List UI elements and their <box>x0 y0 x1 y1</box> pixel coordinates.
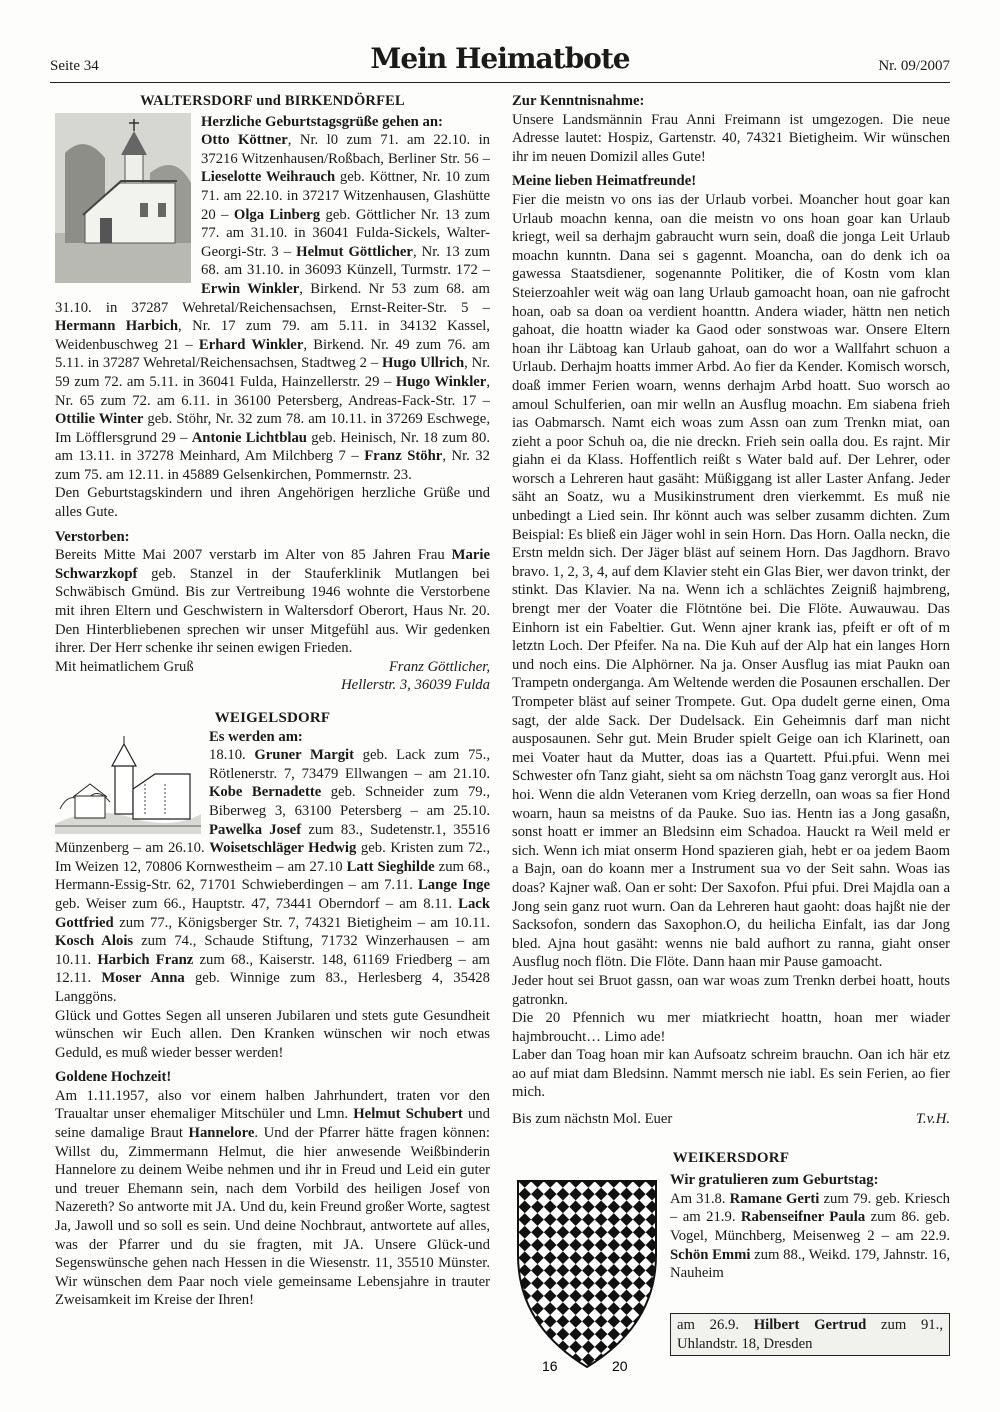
text-run: , Nr. 65 zum 72. am 6.11. in 36100 Petersberg, Andreas-Fack-Str. 17 – <box>55 373 490 409</box>
notice-text: Unsere Landsmännin Frau Anni Freimann ist umgezogen. Die neue Adresse lautet: Hospiz, Gartenstr. 40, 74321 Bietigheim. Wir wünschen ihr im neuen Domizil alles Gute! <box>512 111 950 165</box>
person-name: Franz Stöhr <box>364 448 443 465</box>
person-name: Lange Inge <box>418 877 491 894</box>
signature-line <box>55 658 490 677</box>
text-run: Am 31.8. <box>670 1190 730 1207</box>
section-title-waltersdorf: WALTERSDORF und BIRKENDÖRFEL <box>140 93 405 109</box>
text-run: zum 68., Kaiserstr. 148, 61169 Friedberg – am 12.11. <box>55 951 490 987</box>
weigelsdorf-closing: Glück und Gottes Segen all unseren Jubilaren und stets gute Gesundheit wünschen wir Euch allen. Den Kranken wünschen wir noch etwas Geduld, es muß wieder besser werden! <box>55 1007 490 1061</box>
section-title-weikersdorf: WEIKERSDORF <box>672 1149 790 1166</box>
person-name: Woisetschläger Hedwig <box>209 840 357 857</box>
crest-year-left: 16 <box>542 1358 558 1375</box>
person-name: Hugo Winkler <box>395 373 487 390</box>
text-run: , Birkend. Nr. 49 zum 76. am 5.11. in 37287 Wehretal/Reichensachsen, Stadtweg 2 – <box>55 336 490 372</box>
golden-wedding-title: Goldene Hochzeit! <box>55 1069 172 1086</box>
letter-sign-name: T.v.H. <box>915 1111 950 1128</box>
person-name: Kosch Alois <box>55 933 134 950</box>
text-run: zum 88., Weikd. 179, Jahnstr. 16, Nauheim <box>670 1246 950 1282</box>
text-run: 18.10. <box>209 747 255 764</box>
signature-greeting: Mit heimatlichem Gruß <box>55 658 194 675</box>
waltersdorf-closing: Den Geburtstagskindern und ihren Angehörigen herzliche Grüße und alles Gute. <box>55 485 490 521</box>
signature-author: Franz Göttlicher, <box>388 658 490 675</box>
person-name: Otto Köttner <box>201 132 288 149</box>
weigelsdorf-intro: Es werden am: <box>209 728 303 745</box>
dialect-letter-text: Fier die meistn vo ons ias der Urlaub vorbei. Moancher hout goar kan Urlaub moachn kenna, oan die meistn vo ons hoan goar kan Urlaub kriegt, weil sa derhajm gabraucht wurn sein, doaß die jonga Leit Urlaub moachn kunntn. Dana sei s gagennt. Moancha, oan do denk ich oa gawessa Staatsdiener, sogenannte Politiker, die of Kostn vom klan Steierzoahler weit wäg oan lang Urlaub gamoacht hoan, oan nie gafrocht hoan, oab sa doan oa verdient hoanttn. Andera wiader, hättn nen netich gahoat, die hoattn wiader ka Gaod oder sonstwoas war. Onsere Eltern hoan ihr Läbtoag kan Urlaub gahoat, oan do wor a Wallfahrt schuon a Urlaub. Derhajm hoatts immer Arbd. Ao fier da Kender. Komisch worsch, doaß immer Ferien woarn, wenns derhajm Arbd hoatt. Suo worsch ao amoul Schulferien, oan mir welln an Ausflug moachn. Em siabena frieh ias Oabmarsch. Namt eich woas zum Assn oan zum Trenkn miat, oan zieht a poor Schuh oa, die nie dreckn. Frieh sein oalla dou. Es rajnt. Mir giahn ei da Klass. Hoffentlich reißt s Water bald auf. Der Lehrer, oder worsch a Lehreren haut gasäht: Müßiggang ist aller Laster Anfang. Jeder säht an Soatz, wu a Musikinstrument dren vierkemmt. Es muß nie unbedingt a Lied sein. Ihr könnt auch was selber zusamm dichten. Zum Beispial: Es bließ ein Jäger wohl in sein Horn. Das Horn. Oalla neckn, die Erstn meldn sich. Der Jäger bläst auf seinem Horn. Das Jagdhorn. Bravo bravo. 1, 2, 3, 4, auf dem Klavier steht ein Glas Bier, wer davon trinkt, der stinkt. Das Klavier. Na na. Wenn ich a schlächtes Zeigniß hajmbreng, brengt mer der Voater die Flötntöne bei. Die Flöte. Auwauwau. Das Einhorn ist ein Fabeltier. Gut. Wenn ajner krank ias, pfeift er oft of m letztn Loch. Der Pfeifer. Na na. Die Kuh auf der Alp hat ein langes Horn und noch eins. Die Alphörner. Na ja. Onser Ausflug ias miat Paukn oan Trampetn onderganga. Am Weltende werden die Posaunen erschallen. Der Trompeter bläst auf seiner Trompete. Gut. Opa dudelt gerne einen, Oma sagt, der alde Sack. Der Dudelsack. Ein Geheimnis darf man nicht ausposaunen. Sehr gut. Mein Bruder spielt Geige oan ich Klarinett, oan mei Voater haut da Mutter, doas ias a Quartett. Pfui.pfui. Wenn mei Schwester ofn Tanz giaht, sieht sa om nächstn Toag ganz verorglt aus. Hoi hoi. Wenn die aldn Veteranen vom Krieg derzelln, oan woas sa fier Hond woarn, haun sa meistns of da Pauke. Suo ias. Hentn ias a Jong gasaßn, sonst hoatt er immer an Bledsinn eim Schadoa. Hauckt ra Weil meld er sich. Wenn ich miat onserm Hond spazieren giah, hebt er oa jedem Baom a Bajn, oan do koann mer a Instrument sua vo der Seit sahn. Woas ias doas? Kajner waß. Oan er soht: Der Saxofon. Pfui pfui. Drei Majdla oan a Jong sein ganz ruot wurn. Oan da Lehreren haut gaoht: doas hajßt nie der Sacksofon, sondern das Saxophon.O, du heilicha Einfalt, ias dar Jong bled. Ajna hout gasäht: wenns nie bald aufhort zu ranna, giaht onser Ausflug noch flötn. Die Flöte. Dann haan mir Pause gamoacht. <box>512 191 950 971</box>
text-run: geb. Stanzel in der Stauferklinik Mutlangen bei Schwäbisch Gmünd. Bis zur Vertreibung 1946 wohnte die Verstorbene mit ihren Eltern und Geschwistern in Waltersdorf Oberort, Haus Nr. 20. Den Hinterbliebenen sprechen wir unser Mitgefühl aus. Wir gedenken ihrer. Der Herr schenke ihr seinen ewigen Frieden. <box>55 565 490 657</box>
obituary-title: Verstorben: <box>55 528 130 545</box>
text-run: geb. Heinisch, Nr. 18 zum 80. am 13.11. in 37278 Meinhard, Am Milchberg 7 – <box>55 429 490 465</box>
left-column <box>55 92 490 1310</box>
village-drawing <box>55 734 201 834</box>
text-run: , Nr. 59 zum 72. am 5.11. in 36041 Fulda, Hainzellerstr. 29 – <box>55 355 490 390</box>
notice-title: Zur Kenntnisnahme: <box>512 93 645 109</box>
text-run: zum 86. geb. Vogel, Münchberg, Meisenweg 2 – am 22.9. <box>670 1209 950 1245</box>
text-run: zum 91., Uhlandstr. 18, Dresden <box>677 1317 943 1352</box>
golden-wedding-text <box>55 1087 490 1310</box>
text-run: zum 83., Sudetenstr.1, 35516 Münzenberg – am 26.10. <box>55 821 490 857</box>
letter-signature <box>512 1110 950 1129</box>
dialect-letter-p4: Laber dan Toag hoan mir kan Aufsoatz schreim brauchn. Oan ich här etz ao auf miat dam Bledsinn. Nammt mersch nie iabl. Es sein Ferien, ao fier mich. <box>512 1047 950 1101</box>
person-name: Kobe Bernadette <box>209 784 322 801</box>
text-run: geb. Köttner, Nr. 10 zum 71. am 22.10. in 37217 Witzenhausen, Glashütte 20 – <box>201 169 490 223</box>
person-name: Helmut Göttlicher <box>296 243 413 260</box>
masthead-title: Mein Heimatbote <box>370 42 630 75</box>
text-run: geb. Schneider zum 79., Biberweg 3, 63100 Petersberg – am 25.10. <box>209 784 490 819</box>
page-number: Seite 34 <box>50 58 99 74</box>
text-run: geb. Göttlicher Nr. 13 zum 77. am 31.10. in 36041 Fulda-Sickels, Walter-Georgi-Str. 3 – <box>201 206 490 260</box>
person-name: Marie Schwarzkopf <box>55 547 490 582</box>
person-name: Hannelore <box>188 1125 255 1142</box>
person-name: Harbich Franz <box>97 951 194 968</box>
right-column <box>512 92 950 1375</box>
person-name: Erwin Winkler <box>201 280 300 297</box>
person-name: Hermann Harbich <box>55 318 179 335</box>
text-run: , Birkend. Nr 53 zum 68. am 31.10. in 37287 Wehretal/Reichensachsen, Ernst-Reiter-Str. 5 – <box>55 280 490 316</box>
text-run: Am 1.11.1957, also vor einem halben Jahrhundert, traten vor den Traualtar unser ehemaliger Mitschüler und Lmn. <box>55 1087 490 1123</box>
letter-title: Meine lieben Heimatfreunde! <box>512 173 697 190</box>
birthday-greeting-intro: Herzliche Geburtstagsgrüße gehen an: <box>201 113 443 130</box>
person-name: Hilbert Gertrud <box>753 1317 867 1334</box>
person-name: Helmut Schubert <box>353 1106 463 1123</box>
person-name: Olga Linberg <box>233 206 321 223</box>
highlight-box <box>670 1313 950 1356</box>
person-name: Moser Anna <box>101 970 185 987</box>
text-run: , Nr. 32 zum 75. am 12.11. in 45889 Gelsenkirchen, Pommernstr. 23. <box>55 448 490 483</box>
signature-address-line <box>55 676 490 695</box>
header-rule <box>50 82 950 83</box>
text-run: am 26.9. <box>677 1317 754 1334</box>
person-name: Ottilie Winter <box>55 411 144 428</box>
letter-sign-text: Bis zum nächstn Mol. Euer <box>512 1111 673 1128</box>
text-run: zum 77., Königsberger Str. 7, 74321 Bietigheim – am 10.11. <box>113 914 490 931</box>
issue-number: Nr. 09/2007 <box>878 58 950 74</box>
person-name: Lack Gottfried <box>55 895 490 931</box>
text-run: geb. Lack zum 75., Rötlenerstr. 7, 73479 Ellwangen – am 21.10. <box>209 747 490 782</box>
text-run: zum 68., Hermann-Essig-Str. 62, 71701 Schwieberdingen – am 7.11. <box>55 858 490 894</box>
text-run: geb. Stöhr, Nr. 32 zum 78. am 10.11. in 37269 Eschwege, Im Löfflersgrund 29 – <box>55 411 491 446</box>
text-run: , Nr. 17 zum 79. am 5.11. in 34132 Kassel, Weidenbuschweg 21 – <box>55 318 490 353</box>
person-name: Gruner Margit <box>254 747 355 764</box>
text-run: . Und der Pfarrer hätte fragen können: Willst du, Zimmermann Helmut, die hier anwesende Weißbinderin Hannelore zu deinem Weibe nehmen und ihr in Freud und Leid ein guter und treuer Ehemann sein, nach dem Vorbild des heiligen Josef von Nazereth? So antworte mit JA. Und du, kein Freund großer Worte, sagtest Ja, Jawoll und so soll es sein. Und deine Nochbraut, antwortete auf alles, was der Pfarrer und du sie fragten, mit JA. Unsere Glück-und Segenswünsche gehen nach Hessen in die Wiesenstr. 11, 35510 Münster. Wir wünschen dem Paar noch viele gemeinsame Lebensjahre in trauter Zweisamkeit im Kreise der Ihren! <box>55 1125 490 1309</box>
person-name: Erhard Winkler <box>198 336 304 353</box>
text-run: zum 74., Schaude Stiftung, 71732 Winzerhausen – am 10.11. <box>55 933 490 968</box>
person-name: Schön Emmi <box>670 1246 751 1263</box>
weikersdorf-intro: Wir gratulieren zum Geburtstag: <box>670 1172 879 1189</box>
signature-address: Hellerstr. 3, 36039 Fulda <box>341 677 490 694</box>
text-run: geb. Weiser zum 66., Hauptstr. 47, 73441 Oberndorf – am 8.11. <box>55 895 459 912</box>
person-name: Antonie Lichtblau <box>191 429 307 446</box>
person-name: Rabenseifner Paula <box>740 1209 866 1226</box>
dialect-letter-p3: Die 20 Pfennich wu mer miatkriecht hoattn, hoan mer wiader hajmbroucht… Limo ade! <box>512 1010 950 1045</box>
person-name: Lieselotte Weihrauch <box>201 169 336 186</box>
text-run: , Nr. l0 zum 71. am 22.10. in 37216 Witzenhausen/Roßbach, Berliner Str. 56 – <box>201 132 490 167</box>
text-run: Bereits Mitte Mai 2007 verstarb im Alter von 85 Jahren Frau <box>55 547 452 564</box>
text-run: zum 79. geb. Kriesch – am 21.9. <box>670 1190 951 1226</box>
section-title-weigelsdorf: WEIGELSDORF <box>214 710 331 726</box>
person-name: Hugo Ullrich <box>381 355 465 372</box>
page-header <box>50 42 950 84</box>
coat-of-arms <box>512 1175 662 1375</box>
text-run: geb. Kristen zum 72., Im Weizen 12, 70806 Kornwestheim – am 27.10 <box>55 840 491 875</box>
obituary-text <box>55 546 490 658</box>
text-run: geb. Winnige zum 83., Herlesberg 4, 35428 Langgöns. <box>55 970 490 1005</box>
dialect-letter-p2: Jeder hout sei Bruot gassn, oan war woas zum Trenkn derbei hoatt, houts gatronkn. <box>512 972 950 1008</box>
text-run: und seine damalige Braut <box>55 1106 490 1142</box>
crest-year-right: 20 <box>612 1358 628 1375</box>
person-name: Pawelka Josef <box>209 821 302 838</box>
church-photo <box>55 113 191 283</box>
person-name: Latt Sieghilde <box>346 858 435 875</box>
person-name: Ramane Gerti <box>729 1190 820 1207</box>
text-run: , Nr. 13 zum 68. am 31.10. in 36093 Künzell, Turmstr. 172 – <box>201 243 490 279</box>
